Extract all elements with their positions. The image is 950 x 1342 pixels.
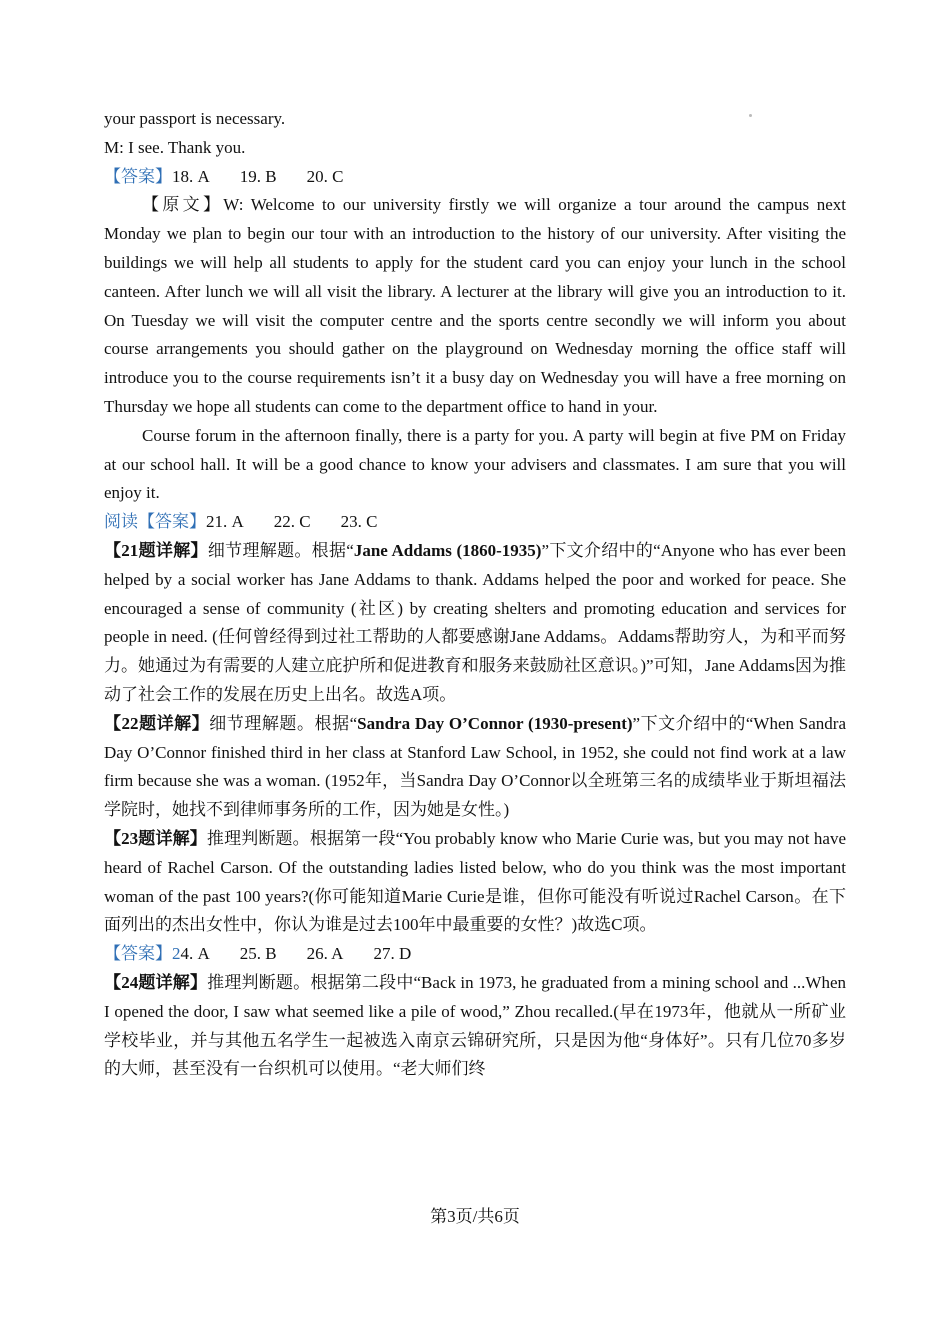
answer-item: 27. D	[373, 944, 412, 964]
answer-item: 18. A	[172, 166, 210, 186]
reading-answer-label: 阅读【答案】	[104, 512, 206, 532]
answer-item: 20. C	[306, 166, 344, 186]
answer-label-2: 【答案】2	[104, 944, 181, 964]
answer-line	[104, 163, 846, 192]
answer-line-2	[104, 940, 846, 969]
answer-item: 4. A	[180, 944, 210, 964]
q23-text: 推理判断题。根据第一段“You probably know who Marie Curie was, but you may not have heard of Rachel Carson. Of the outstanding ladies listed below, who do you think was the most important woman of the past 100 years?(你可能知道Marie Curie是谁，但你可能没有听说过Rachel Carson。在下面列出的杰出女性中，你认为谁是过去100年中最重要的女性？)故选C项。	[104, 828, 846, 935]
q23-label: 【23题详解】	[104, 828, 207, 848]
q21-bold: Jane Addams (1860-1935)	[353, 540, 542, 560]
q22-text: ”下文介绍中的“When Sandra Day O’Connor finished third in her class at Stanford Law School, in 1952, she could not find work at a law firm because she was a woman. (1952年，当Sandra Day O’Connor以全班第三名的成绩毕业于斯坦福法学院时，她找不到律师事务所的工作，因为她是女性。)	[104, 713, 847, 820]
q21-prefix: 细节理解题。根据“	[207, 540, 354, 560]
q22-prefix: 细节理解题。根据“	[209, 713, 358, 733]
transcript-paragraph-2: Course forum in the afternoon finally, there is a party for you. A party will begin at five PM on Friday at our school hall. It will be a good chance to know your advisers and classmates. I am sure that you will enjoy it.	[104, 425, 846, 503]
answer-item: 26. A	[306, 944, 344, 964]
q24-explanation	[104, 969, 846, 1084]
q22-bold: Sandra Day O’Connor (1930-present)	[357, 713, 633, 733]
text-line: M: I see. Thank you.	[104, 137, 246, 157]
answer-item: 19. B	[239, 166, 277, 186]
q23-explanation	[104, 825, 846, 940]
q24-text: 推理判断题。根据第二段中“Back in 1973, he graduated from a mining school and ...When I opened the door, I saw what seemed like a pile of wood,” Zhou recalled.(早在1973年，他就从一所矿业学校毕业，并与其他五名学生一起被选入南京云锦研究所，只是因为他“身体好”。只有几位70多岁的大师，甚至没有一台织机可以使用。“老大师们终	[104, 972, 847, 1079]
q22-explanation	[104, 710, 846, 825]
transcript-label: 【原文】	[142, 195, 224, 215]
page-footer: 第3页/共6页	[430, 1207, 520, 1226]
q22-label: 【22题详解】	[104, 713, 210, 733]
answer-item: 21. A	[206, 512, 244, 532]
answer-item: 22. C	[273, 512, 311, 532]
transcript-paragraph	[104, 191, 846, 421]
answer-item: 25. B	[239, 944, 277, 964]
answer-label: 【答案】	[104, 166, 172, 186]
document-body	[104, 105, 846, 1084]
q21-explanation	[104, 537, 846, 710]
transcript-text: W: Welcome to our university firstly we will organize a tour around the campus next Monday we plan to begin our tour with an introduction to the history of our university. After visiting the buildings we will help all students to apply for the student card you can enjoy your lunch in the school canteen. After lunch we will all visit the library. A lecturer at the library will give you an introduction to it. On Tuesday we will visit the computer centre and the sports centre secondly we will inform you about course arrangements you should gather on the playground on Wednesday morning the office staff will introduce you to the course requirements isn’t it a busy day on Wednesday you will have a free morning on Thursday we hope all students can come to the department office to hand in your.	[104, 195, 846, 416]
text-line: your passport is necessary.	[104, 109, 286, 128]
q24-label: 【24题详解】	[104, 972, 208, 992]
answer-item: 23. C	[340, 512, 378, 532]
q21-label: 【21题详解】	[104, 540, 208, 560]
reading-answer-line	[104, 508, 846, 537]
q21-text: ”下文介绍中的“Anyone who has ever been helped by a social worker has Jane Addams to thank. Addams helped the poor and worked for peace. She encouraged a sense of community (社区) by creating shelters and promoting education and services for people in need. (任何曾经得到过社工帮助的人都要感谢Jane Addams。Addams帮助穷人，为和平而努力。她通过为有需要的人建立庇护所和促进教育和服务来鼓励社区意识。)”可知，Jane Addams因为推动了社会工作的发展在历史上出名。故选A项。	[104, 540, 847, 704]
